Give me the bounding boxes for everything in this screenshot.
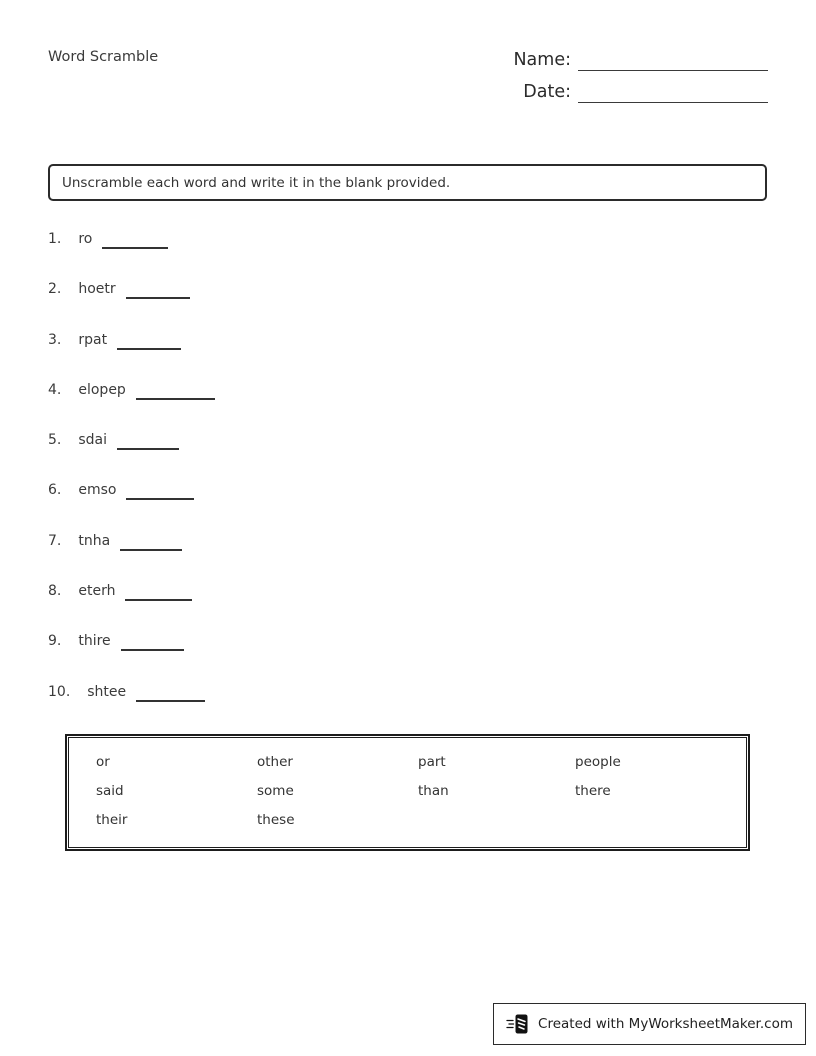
name-row	[513, 50, 768, 71]
word-bank-word: than	[418, 783, 449, 799]
word-bank-word: their	[96, 812, 128, 828]
item-number: 10.	[48, 683, 71, 700]
scramble-item	[48, 633, 215, 683]
scramble-item	[48, 382, 215, 432]
name-blank-line	[578, 70, 768, 71]
date-blank-line	[578, 102, 768, 103]
item-number: 3.	[48, 331, 62, 348]
word-bank-word: these	[257, 812, 295, 828]
scrambled-word: hoetr	[78, 281, 116, 298]
word-bank-word: some	[257, 783, 294, 799]
scrambled-word: tnha	[78, 532, 111, 549]
word-bank-grid	[68, 737, 747, 848]
item-number: 8.	[48, 583, 62, 600]
answer-blank	[136, 386, 215, 400]
answer-blank	[117, 436, 179, 450]
word-bank-word: there	[575, 783, 611, 799]
answer-blank	[117, 336, 181, 350]
scramble-item	[48, 533, 215, 583]
scrambled-word: thire	[78, 633, 111, 650]
name-date-block	[513, 50, 768, 114]
scramble-item	[48, 281, 215, 331]
date-row	[513, 82, 768, 103]
scramble-item	[48, 332, 215, 382]
scrambled-word: rpat	[78, 331, 108, 348]
scrambled-word: shtee	[87, 683, 127, 700]
scrambled-word: ro	[78, 231, 93, 247]
scrambled-word: sdai	[78, 432, 108, 449]
answer-blank	[125, 587, 192, 601]
item-number: 5.	[48, 432, 62, 449]
scramble-item	[48, 432, 215, 482]
page-title: Word Scramble	[48, 49, 159, 65]
answer-blank	[120, 537, 182, 551]
word-bank	[65, 734, 750, 851]
date-label: Date:	[523, 82, 571, 102]
answer-blank	[126, 486, 194, 500]
instructions-text: Unscramble each word and write it in the blank provided.	[62, 174, 451, 191]
footer-credit-box	[493, 1003, 806, 1045]
footer-credit-text: Created with MyWorksheetMaker.com	[538, 1016, 793, 1032]
item-number: 9.	[48, 633, 62, 650]
word-bank-word: said	[96, 783, 124, 799]
instructions-box	[48, 164, 767, 201]
answer-blank	[102, 235, 168, 249]
scrambled-word: emso	[78, 482, 117, 499]
item-number: 1.	[48, 231, 62, 247]
answer-blank	[126, 285, 190, 299]
word-bank-word: or	[96, 754, 110, 770]
scrambled-word: elopep	[78, 381, 126, 398]
scramble-item	[48, 583, 215, 633]
word-bank-word: other	[257, 754, 293, 770]
item-number: 6.	[48, 482, 62, 499]
scramble-item	[48, 684, 215, 734]
item-number: 2.	[48, 281, 62, 298]
name-label: Name:	[513, 50, 571, 70]
word-bank-word: part	[418, 754, 446, 770]
item-number: 7.	[48, 532, 62, 549]
worksheet-maker-logo-icon	[506, 1012, 530, 1036]
scramble-item	[48, 231, 215, 281]
scramble-list	[48, 231, 215, 734]
answer-blank	[121, 637, 184, 651]
item-number: 4.	[48, 381, 62, 398]
scramble-item	[48, 482, 215, 532]
word-bank-word: people	[575, 754, 621, 770]
scrambled-word: eterh	[78, 583, 116, 600]
answer-blank	[136, 688, 205, 702]
